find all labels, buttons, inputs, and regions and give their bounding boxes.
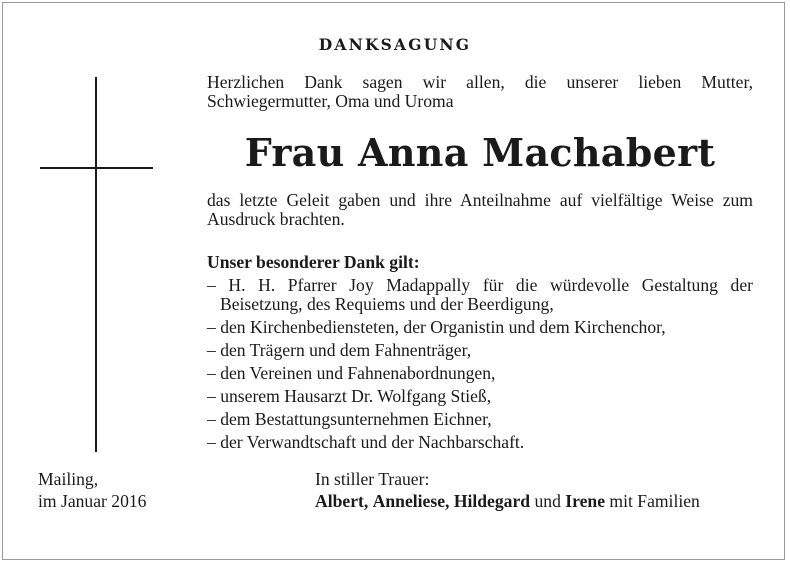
mourners-suffix: mit Familien	[609, 491, 700, 511]
list-item: – der Verwandtschaft und der Nachbarschaft.	[207, 432, 525, 452]
conjunction: und	[534, 491, 561, 511]
list-item: – den Trägern und dem Fahnenträger,	[207, 340, 472, 360]
date-text: im Januar 2016	[38, 491, 147, 511]
mourners-block	[315, 468, 700, 512]
list-item: – den Kirchenbediensteten, der Organistin und dem Kirchenchor,	[207, 317, 666, 337]
mourner-name: Anneliese,	[372, 491, 450, 511]
thanks-title: Unser besonderer Dank gilt:	[207, 252, 420, 272]
intro-text: Herzlichen Dank sagen wir allen, die unserer lieben Mutter, Schwiegermutter, Oma und Uroma	[207, 72, 753, 111]
notice-heading: DANKSAGUNG	[318, 35, 472, 54]
list-item: – dem Bestattungsunternehmen Eichner,	[207, 409, 492, 429]
mourner-name: Irene	[565, 491, 606, 511]
mourners-line	[315, 490, 700, 512]
list-item: – den Vereinen und Fahnenabordnungen,	[207, 363, 496, 383]
deceased-name: Frau Anna Machabert	[244, 130, 716, 175]
mourning-label: In stiller Trauer:	[315, 469, 430, 489]
outro-text: das letzte Geleit gaben und ihre Anteilnahme auf vielfältige Weise zum Ausdruck brachten.	[207, 190, 753, 229]
place-date	[38, 468, 146, 512]
cross-horizontal-bar	[40, 167, 153, 169]
place-text: Mailing,	[38, 469, 99, 489]
mourner-name: Albert,	[315, 491, 369, 511]
list-item: – H. H. Pfarrer Joy Madappally für die würdevolle Gestaltung der Beisetzung, des Requiems und der Beerdigung,	[207, 275, 753, 314]
thanks-list	[207, 276, 753, 456]
mourner-name: Hildegard	[453, 491, 531, 511]
list-item: – unserem Hausarzt Dr. Wolfgang Stieß,	[207, 386, 492, 406]
cross-vertical-bar	[95, 77, 97, 452]
